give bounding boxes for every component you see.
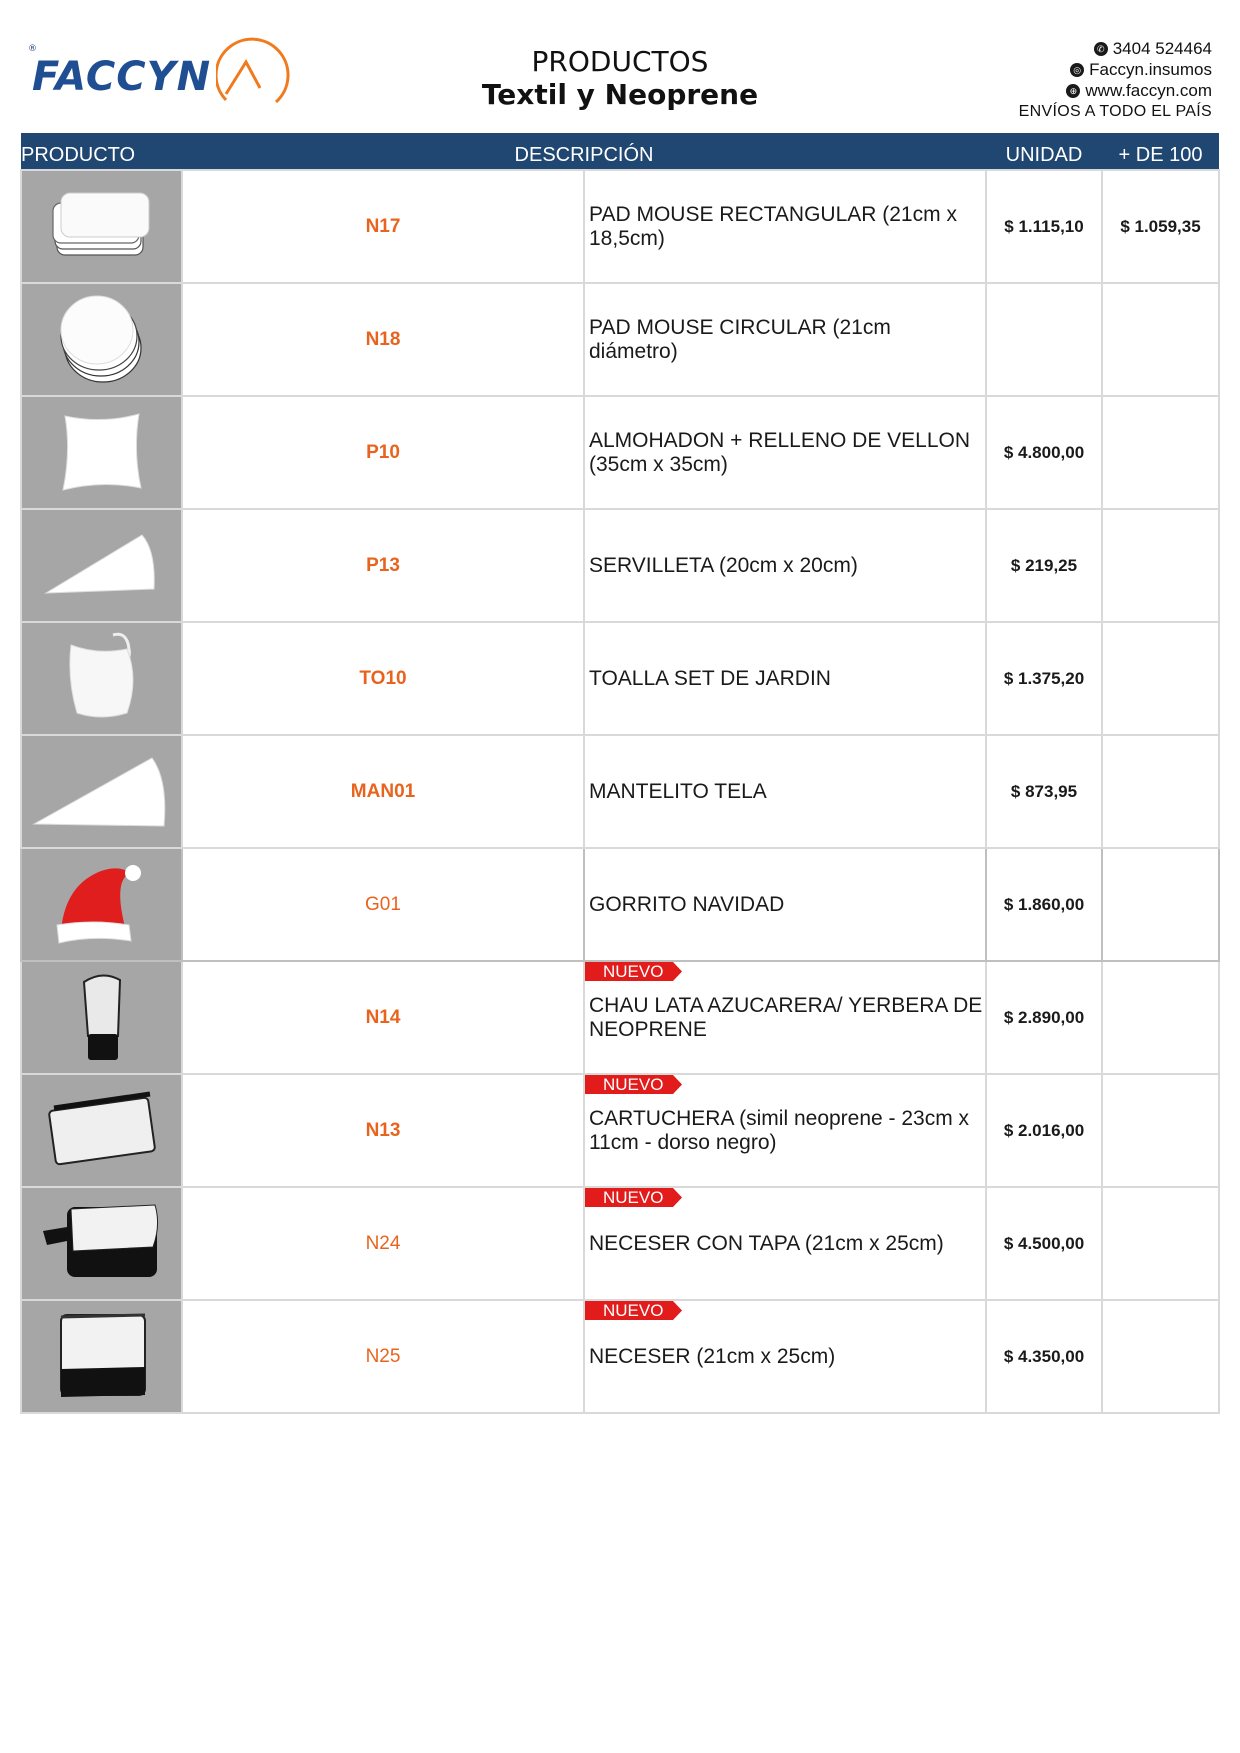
product-description-cell bbox=[584, 283, 986, 396]
contact-info bbox=[1019, 38, 1212, 122]
pouch-icon bbox=[22, 1307, 181, 1407]
price-unit: $ 4.350,00 bbox=[986, 1300, 1102, 1413]
pencil-case-icon bbox=[22, 1086, 181, 1176]
price-unit: $ 4.500,00 bbox=[986, 1187, 1102, 1300]
registered-mark: ® bbox=[28, 44, 37, 54]
product-thumbnail bbox=[21, 283, 182, 396]
col-header-unit: UNIDAD bbox=[986, 133, 1102, 170]
new-badge bbox=[585, 962, 691, 981]
product-description: CHAU LATA AZUCARERA/ YERBERA DE NEOPRENE bbox=[589, 993, 983, 1041]
page-header bbox=[0, 0, 1240, 130]
product-thumbnail bbox=[21, 848, 182, 961]
flap-pouch-icon bbox=[22, 1197, 181, 1291]
product-thumbnail bbox=[21, 622, 182, 735]
product-code: P10 bbox=[182, 396, 584, 509]
page-title bbox=[430, 46, 810, 112]
price-unit: $ 1.115,10 bbox=[986, 170, 1102, 283]
price-unit: $ 1.375,20 bbox=[986, 622, 1102, 735]
product-description-cell bbox=[584, 1187, 986, 1300]
product-description-cell bbox=[584, 848, 986, 961]
whatsapp-icon: ✆ bbox=[1094, 42, 1108, 56]
product-thumbnail bbox=[21, 1074, 182, 1187]
product-thumbnail bbox=[21, 735, 182, 848]
new-badge bbox=[585, 1075, 691, 1094]
pillow-icon bbox=[22, 406, 181, 500]
price-bulk bbox=[1102, 283, 1219, 396]
price-unit: $ 1.860,00 bbox=[986, 848, 1102, 961]
placemat-icon bbox=[22, 750, 181, 834]
product-description-cell bbox=[584, 509, 986, 622]
price-bulk bbox=[1102, 1074, 1219, 1187]
product-description-cell bbox=[584, 735, 986, 848]
new-badge-label: NUEVO bbox=[603, 1301, 664, 1320]
new-badge-label: NUEVO bbox=[603, 962, 664, 981]
price-bulk bbox=[1102, 848, 1219, 961]
product-code: N17 bbox=[182, 170, 584, 283]
table-row bbox=[21, 396, 1219, 509]
shipping-text: ENVÍOS A TODO EL PAÍS bbox=[1018, 103, 1212, 120]
product-code: G01 bbox=[182, 848, 584, 961]
price-table bbox=[20, 133, 1220, 1414]
price-unit: $ 4.800,00 bbox=[986, 396, 1102, 509]
price-bulk bbox=[1102, 1187, 1219, 1300]
table-row bbox=[21, 735, 1219, 848]
title-main: PRODUCTOS bbox=[531, 45, 709, 78]
napkin-icon bbox=[22, 529, 181, 603]
col-header-product: PRODUCTO bbox=[21, 133, 182, 170]
product-description-cell bbox=[584, 961, 986, 1074]
product-description: PAD MOUSE CIRCULAR (21cm diámetro) bbox=[589, 315, 891, 363]
globe-icon: ⊕ bbox=[1066, 84, 1080, 98]
product-description-cell bbox=[584, 622, 986, 735]
product-description: NECESER CON TAPA (21cm x 25cm) bbox=[589, 1231, 944, 1255]
contact-instagram bbox=[1019, 59, 1212, 80]
new-badge-label: NUEVO bbox=[603, 1188, 664, 1207]
website-text: www.faccyn.com bbox=[1085, 81, 1212, 100]
brand-logo bbox=[28, 30, 298, 125]
table-row bbox=[21, 848, 1219, 961]
table-row bbox=[21, 283, 1219, 396]
price-bulk: $ 1.059,35 bbox=[1102, 170, 1219, 283]
table-row bbox=[21, 622, 1219, 735]
product-thumbnail bbox=[21, 1187, 182, 1300]
contact-phone bbox=[1019, 38, 1212, 59]
phone-text: 3404 524464 bbox=[1112, 39, 1212, 58]
table-row bbox=[21, 1187, 1219, 1300]
instagram-text: Faccyn.insumos bbox=[1089, 60, 1212, 79]
product-code: N13 bbox=[182, 1074, 584, 1187]
contact-website bbox=[1019, 80, 1212, 101]
table-row bbox=[21, 509, 1219, 622]
price-unit: $ 2.890,00 bbox=[986, 961, 1102, 1074]
new-badge bbox=[585, 1188, 691, 1207]
towel-bag-icon bbox=[22, 629, 181, 729]
table-row bbox=[21, 961, 1219, 1074]
product-thumbnail bbox=[21, 509, 182, 622]
price-bulk bbox=[1102, 735, 1219, 848]
table-row bbox=[21, 1300, 1219, 1413]
brand-swoosh-icon bbox=[216, 32, 296, 112]
product-thumbnail bbox=[21, 396, 182, 509]
product-thumbnail bbox=[21, 170, 182, 283]
price-unit: $ 219,25 bbox=[986, 509, 1102, 622]
product-description-cell bbox=[584, 1074, 986, 1187]
product-code: P13 bbox=[182, 509, 584, 622]
product-description-cell bbox=[584, 1300, 986, 1413]
mouse-pad-round-icon bbox=[22, 290, 181, 390]
product-code: MAN01 bbox=[182, 735, 584, 848]
new-badge-label: NUEVO bbox=[603, 1075, 664, 1094]
neoprene-sleeve-icon bbox=[22, 968, 181, 1068]
product-code: N14 bbox=[182, 961, 584, 1074]
product-description-cell bbox=[584, 396, 986, 509]
santa-hat-icon bbox=[22, 855, 181, 955]
table-row bbox=[21, 1074, 1219, 1187]
product-description: ALMOHADON + RELLENO DE VELLON (35cm x 35cm) bbox=[589, 428, 971, 476]
brand-name: FACCYN bbox=[32, 54, 212, 100]
price-bulk bbox=[1102, 396, 1219, 509]
product-code: N25 bbox=[182, 1300, 584, 1413]
product-thumbnail bbox=[21, 1300, 182, 1413]
product-description-cell bbox=[584, 170, 986, 283]
product-thumbnail bbox=[21, 961, 182, 1074]
product-description: NECESER (21cm x 25cm) bbox=[589, 1344, 836, 1368]
price-bulk bbox=[1102, 509, 1219, 622]
product-description: CARTUCHERA (simil neoprene - 23cm x 11cm - dorso negro) bbox=[589, 1106, 970, 1154]
title-sub: Textil y Neoprene bbox=[481, 78, 759, 111]
product-description: MANTELITO TELA bbox=[589, 779, 767, 803]
product-description: TOALLA SET DE JARDIN bbox=[589, 666, 831, 690]
table-header-row bbox=[21, 133, 1219, 170]
product-description: GORRITO NAVIDAD bbox=[589, 892, 785, 916]
price-unit: $ 2.016,00 bbox=[986, 1074, 1102, 1187]
product-code: TO10 bbox=[182, 622, 584, 735]
price-bulk bbox=[1102, 622, 1219, 735]
product-description: SERVILLETA (20cm x 20cm) bbox=[589, 553, 858, 577]
new-badge bbox=[585, 1301, 691, 1320]
shipping-note bbox=[1019, 101, 1212, 122]
col-header-bulk: + DE 100 bbox=[1102, 133, 1219, 170]
mouse-pad-rect-icon bbox=[22, 185, 181, 269]
instagram-icon: ◎ bbox=[1070, 63, 1084, 77]
product-code: N24 bbox=[182, 1187, 584, 1300]
product-description: PAD MOUSE RECTANGULAR (21cm x 18,5cm) bbox=[589, 202, 957, 250]
price-bulk bbox=[1102, 1300, 1219, 1413]
col-header-description: DESCRIPCIÓN bbox=[182, 133, 986, 170]
price-unit bbox=[986, 283, 1102, 396]
table-row bbox=[21, 170, 1219, 283]
product-code: N18 bbox=[182, 283, 584, 396]
price-unit: $ 873,95 bbox=[986, 735, 1102, 848]
price-bulk bbox=[1102, 961, 1219, 1074]
